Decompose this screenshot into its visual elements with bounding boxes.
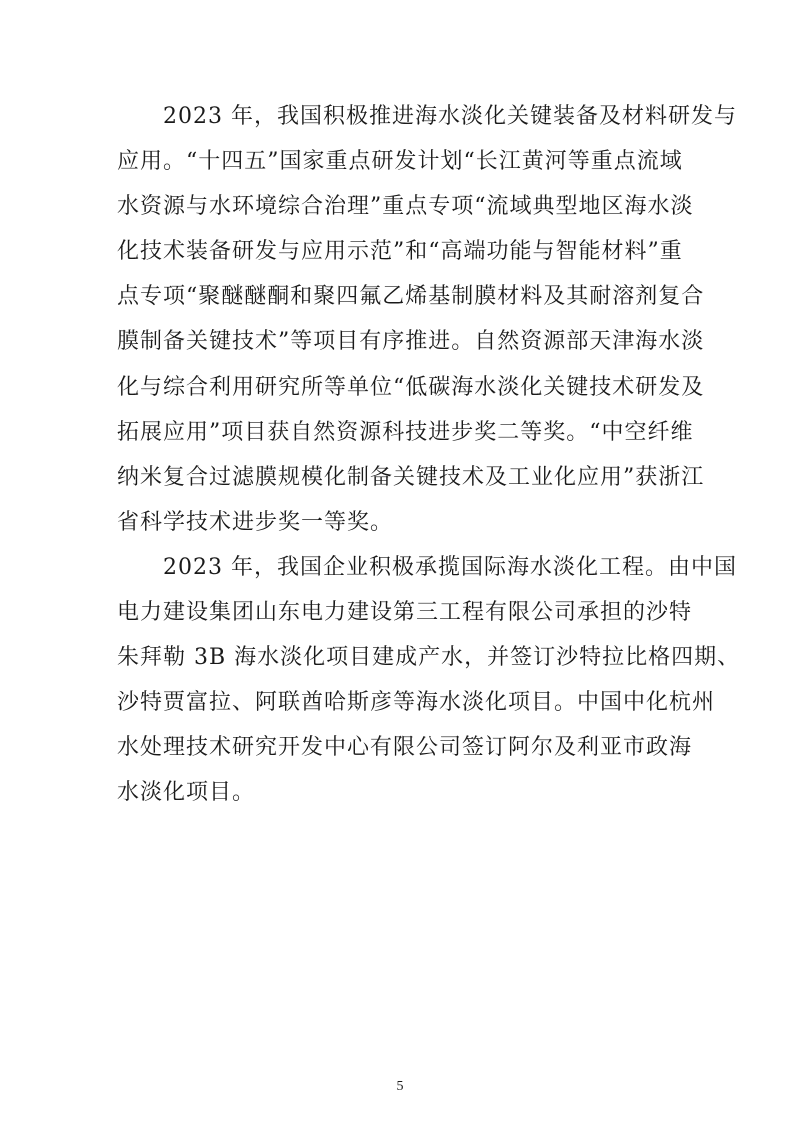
- paragraph-line: 2023 年，我国企业积极承揽国际海水淡化工程。由中国: [163, 555, 737, 580]
- page-number: 5: [396, 1079, 404, 1094]
- paragraph-line: 朱拜勒 3B 海水淡化项目建成产水，并签订沙特拉比格四期、: [117, 645, 741, 670]
- paragraph-line: 沙特贾富拉、阿联酋哈斯彦等海水淡化项目。中国中化杭州: [117, 690, 716, 715]
- paragraph-line: 膜制备关键技术”等项目有序推进。自然资源部天津海水淡: [117, 329, 705, 354]
- paragraph-line: 化技术装备研发与应用示范”和“高端功能与智能材料”重: [117, 239, 683, 264]
- paragraph-line: 纳米复合过滤膜规模化制备关键技术及工业化应用”获浙江: [117, 465, 705, 490]
- paragraph-line: 水资源与水环境综合治理”重点专项“流域典型地区海水淡: [117, 194, 694, 219]
- paragraph-line: 应用。“十四五”国家重点研发计划“长江黄河等重点流域: [117, 149, 683, 174]
- paragraph-line: 点专项“聚醚醚酮和聚四氟乙烯基制膜材料及其耐溶剂复合: [117, 284, 705, 309]
- paragraph-line: 水处理技术研究开发中心有限公司签订阿尔及利亚市政海: [117, 735, 693, 760]
- paragraph-line: 水淡化项目。: [117, 780, 256, 805]
- paragraph-line: 省科学技术进步奖一等奖。: [117, 510, 394, 535]
- paragraph-line: 拓展应用”项目获自然资源科技进步奖二等奖。“中空纤维: [117, 420, 694, 445]
- paragraph-line: 化与综合利用研究所等单位“低碳海水淡化关键技术研发及: [117, 375, 705, 400]
- paragraph-line: 2023 年，我国积极推进海水淡化关键装备及材料研发与: [163, 104, 737, 129]
- paragraph-line: 电力建设集团山东电力建设第三工程有限公司承担的沙特: [117, 600, 693, 625]
